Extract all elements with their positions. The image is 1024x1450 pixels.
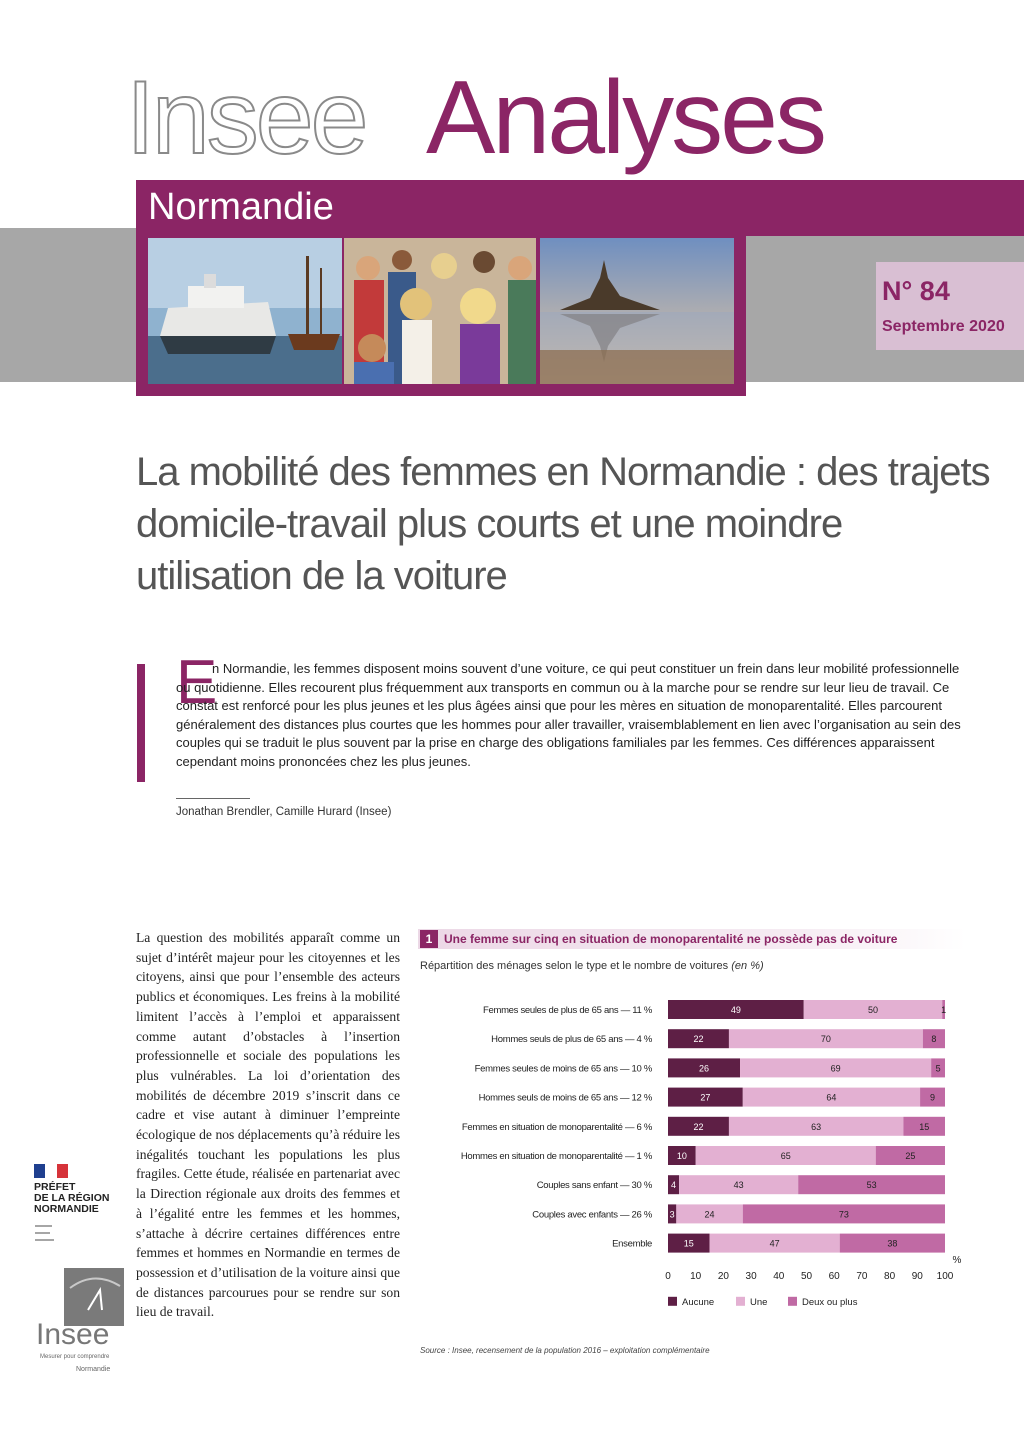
- data-label: 64: [826, 1092, 837, 1103]
- x-tick-label: 30: [745, 1270, 757, 1282]
- data-label: 69: [830, 1063, 841, 1074]
- x-unit-label: %: [952, 1254, 962, 1266]
- legend-label: Une: [750, 1296, 768, 1308]
- lede-dropcap: E: [176, 648, 218, 717]
- issue-number: N° 84: [882, 276, 950, 306]
- lede-paragraph: [176, 660, 972, 772]
- category-label: Ensemble: [612, 1238, 652, 1250]
- data-label: 38: [887, 1238, 898, 1249]
- stacked-bar-chart: [400, 990, 990, 1330]
- mont-saint-michel-photo: [540, 238, 734, 384]
- data-label: 10: [676, 1151, 687, 1161]
- figure-subtitle-unit: (en %): [731, 960, 764, 972]
- data-label: 15: [683, 1238, 694, 1249]
- data-label: 49: [730, 1005, 741, 1015]
- category-label: Hommes seuls de moins de 65 ans — 12 %: [478, 1092, 652, 1104]
- x-tick-label: 10: [690, 1270, 702, 1282]
- x-tick-label: 50: [800, 1270, 813, 1282]
- article-title: La mobilité des femmes en Normandie : des trajets domicile-travail plus courts et une moindre utilisation de la voiture: [136, 450, 990, 598]
- crowd-photo: [344, 238, 536, 384]
- legend-swatch: [788, 1297, 797, 1306]
- authors: Jonathan Brendler, Camille Hurard (Insee): [176, 806, 392, 818]
- insee-tagline: Mesurer pour comprendre: [40, 1354, 110, 1360]
- legend-label: Deux ou plus: [802, 1296, 858, 1308]
- data-label: 22: [693, 1121, 704, 1132]
- insee-logo-text: Insee: [36, 1318, 110, 1351]
- x-tick-label: 80: [884, 1270, 896, 1282]
- data-label: 47: [769, 1238, 780, 1249]
- republic-motto-icon: [34, 1222, 58, 1246]
- x-tick-label: 40: [773, 1270, 785, 1282]
- ship-photo: [148, 238, 342, 384]
- data-label: 4: [671, 1180, 677, 1191]
- category-label: Femmes seules de plus de 65 ans — 11 %: [482, 1005, 652, 1016]
- insee-logo-region: Normandie: [76, 1366, 111, 1373]
- lede-text: n Normandie, les femmes disposent moins souvent d’une voiture, ce qui peut constituer un frein dans leur mobilité professionnelle ou quotidienne. Elles recourent plus fréquemment aux transports en commun ou à la marche pour se rendre sur leur lieu de travail. Ce constat est renforcé pour les plus jeunes et les plus âgées ainsi que pour les mères en situation de monoparentalité. Elles parcourent généralement des distances plus courtes que les hommes pour aller travailler, vraisemblablement en lien avec l’organisation au sein des couples qui se traduit le plus souvent par la prise en charge des obligations familiales par les femmes. Ces différences apparaissent cependant moins prononcées chez les plus jeunes.: [176, 661, 961, 769]
- data-label: 26: [699, 1063, 710, 1074]
- brand-insee: Insee: [126, 60, 366, 176]
- lede-accent-bar: [137, 664, 145, 782]
- data-label: 73: [838, 1209, 849, 1220]
- x-tick-label: 70: [856, 1270, 868, 1282]
- body-paragraph: La question des mobilités apparaît comme un sujet d’intérêt majeur pour les citoyennes et les citoyens, ainsi que pour l’ensemble des acteurs publics et économiques. Les freins à la mobilité limitent l’accès à l’emploi et apparaissent comme autant d’obstacles à l’insertion professionnelle et sociale des populations les plus vulnérables. La loi d’orientation des mobilités de décembre 2019 s’inscrit dans ce cadre et vise autant à diminuer l’empreinte écologique de nos déplacements qu’à réduire les inégalités touchant les populations les plus fragiles. Cette étude, réalisée en partenariat avec la Direction régionale aux droits des femmes et à l’égalité entre les femmes et les hommes, s’attache à décrire certaines différences entre femmes et hommes en Normandie en termes de possession et d’utilisation de la voiture ainsi que de distances parcourues pour se rendre sur son lieu de travail.: [136, 930, 400, 1320]
- x-tick-label: 20: [717, 1270, 729, 1282]
- data-label: 24: [704, 1209, 715, 1220]
- data-label: 53: [866, 1180, 877, 1191]
- prefet-line1: PRÉFET: [34, 1181, 76, 1193]
- brand-analyses: Analyses: [426, 60, 824, 176]
- data-label: 5: [935, 1063, 941, 1074]
- figure-subtitle-text: Répartition des ménages selon le type et le nombre de voitures: [420, 960, 729, 972]
- data-label: 22: [693, 1034, 704, 1045]
- figure-subtitle: [420, 960, 764, 972]
- issue-date: Septembre 2020: [882, 318, 1005, 335]
- data-label: 9: [930, 1092, 936, 1103]
- x-tick-label: 60: [828, 1270, 840, 1282]
- data-label: 65: [780, 1151, 791, 1161]
- data-label: 43: [733, 1180, 744, 1191]
- data-label: 8: [931, 1034, 937, 1045]
- category-label: Femmes en situation de monoparentalité — 6 %: [461, 1121, 652, 1133]
- data-label: 1: [941, 1005, 947, 1015]
- category-label: Hommes en situation de monoparentalité — 1 %: [460, 1151, 652, 1162]
- figure-number: 1: [420, 930, 438, 948]
- marianne-flag-icon: [34, 1164, 68, 1178]
- figure-title: Une femme sur cinq en situation de monoparentalité ne possède pas de voiture: [444, 932, 898, 946]
- legend-swatch: [668, 1297, 677, 1306]
- data-label: 3: [669, 1209, 675, 1220]
- data-label: 15: [919, 1121, 930, 1132]
- category-label: Couples avec enfants — 26 %: [532, 1209, 652, 1221]
- prefet-line3: NORMANDIE: [34, 1203, 99, 1215]
- x-tick-label: 90: [911, 1270, 923, 1282]
- data-label: 50: [867, 1005, 878, 1015]
- data-label: 70: [820, 1034, 831, 1045]
- x-tick-label: 0: [665, 1270, 671, 1282]
- legend-swatch: [736, 1297, 745, 1306]
- legend-label: Aucune: [682, 1296, 715, 1308]
- author-rule: [176, 798, 250, 799]
- brand-region: Normandie: [148, 186, 334, 228]
- category-label: Femmes seules de moins de 65 ans — 10 %: [474, 1063, 652, 1075]
- prefet-logo: [34, 1182, 109, 1215]
- data-label: 27: [700, 1092, 711, 1103]
- prefet-line2: DE LA RÉGION: [34, 1192, 110, 1204]
- data-label: 63: [811, 1121, 822, 1132]
- category-label: Couples sans enfant — 30 %: [536, 1180, 652, 1192]
- category-label: Hommes seuls de plus de 65 ans — 4 %: [491, 1034, 652, 1046]
- x-tick-label: 100: [936, 1270, 954, 1282]
- data-label: 25: [905, 1151, 916, 1161]
- figure-source: Source : Insee, recensement de la population 2016 – exploitation complémentaire: [420, 1346, 710, 1355]
